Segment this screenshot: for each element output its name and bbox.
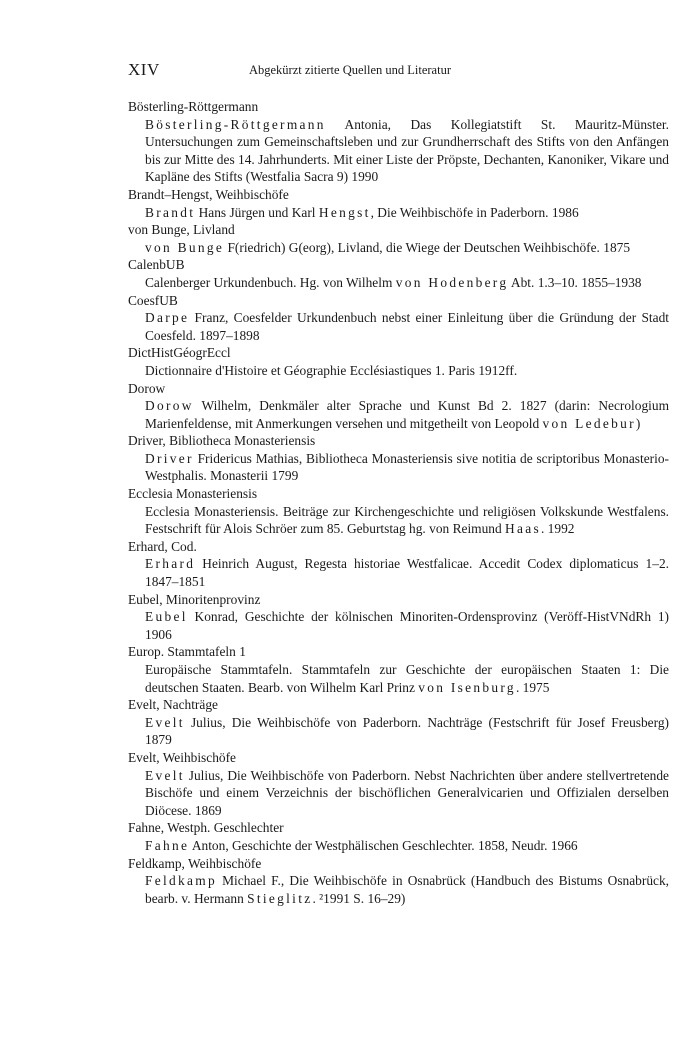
entry-short-title: Evelt, Nachträge bbox=[128, 697, 218, 713]
citation-text: Julius, Die Weihbischöfe von Paderborn. Nachträge (Festschrift für Josef Freusberg) 1879 bbox=[145, 714, 669, 748]
entry-short-title: Dorow bbox=[128, 380, 166, 396]
citation-text: ) bbox=[635, 415, 641, 431]
citation-text: Ecclesia Monasteriensis. Beiträge zur Kirchengeschichte und religiösen Volkskunde Westfalens. Festschrift für Alois Schröer zum 85. Geburtstag hg. von Reimund bbox=[145, 503, 669, 537]
entry-full-citation bbox=[128, 397, 669, 432]
citation-text: Abt. 1.3–10. 1855–1938 bbox=[508, 274, 642, 290]
bibliography-entry bbox=[128, 485, 669, 538]
bibliography-entry bbox=[128, 749, 669, 819]
author-name-spaced: von Bunge bbox=[145, 239, 225, 255]
citation-text: Hans Jürgen und Karl bbox=[195, 204, 319, 220]
author-name-spaced: Haas bbox=[505, 521, 541, 537]
bibliography-entry bbox=[128, 221, 669, 256]
entry-full-citation bbox=[128, 204, 669, 222]
citation-text: Wilhelm, Denkmäler alter Sprache und Kunst Bd 2. 1827 (darin: Necrologium Marienfeldense, mit Anmerkungen versehen und mitgetheilt von Leopold bbox=[145, 398, 669, 431]
entry-full-citation bbox=[128, 450, 669, 485]
citation-text: , Die Weihbischöfe in Paderborn. 1986 bbox=[370, 204, 579, 220]
bibliography-entry bbox=[128, 591, 669, 644]
entry-short-title: Erhard, Cod. bbox=[128, 538, 197, 554]
bibliography-entry bbox=[128, 380, 669, 433]
citation-text: Calenberger Urkundenbuch. Hg. von Wilhelm bbox=[145, 274, 396, 290]
entry-full-citation bbox=[128, 872, 669, 907]
citation-text: . ²1991 S. 16–29) bbox=[312, 890, 406, 906]
entry-short-title: CalenbUB bbox=[128, 257, 185, 273]
author-name-spaced: Eubel bbox=[145, 609, 188, 625]
bibliography-list bbox=[128, 98, 669, 907]
entry-short-title: Driver, Bibliotheca Monasteriensis bbox=[128, 433, 316, 449]
bibliography-entry bbox=[128, 855, 669, 908]
entry-short-title: Brandt–Hengst, Weihbischöfe bbox=[128, 186, 289, 202]
citation-text: Fridericus Mathias, Bibliotheca Monasteriensis sive notitia de scriptoribus Monasterio-Westphalis. Monasterii 1799 bbox=[145, 450, 669, 484]
citation-text: F(riedrich) G(eorg), Livland, die Wiege der Deutschen Weihbischöfe. 1875 bbox=[224, 239, 631, 255]
bibliography-entry bbox=[128, 643, 669, 696]
author-name-spaced: Stieglitz bbox=[247, 890, 313, 906]
author-name-spaced: Evelt bbox=[145, 714, 185, 730]
citation-text: . 1975 bbox=[515, 679, 550, 695]
author-name-spaced: Hengst bbox=[318, 204, 371, 220]
citation-text: Antonia, Das Kollegiatstift St. Mauritz-Münster. Untersuchungen zum Gemeinschaftsleben und zur Grundherrschaft des Stifts von den Anfängen bis zur Mitte des 14. Jahrhunderts. Mit einer Liste der Pröpste, Dechanten, Kanoniker, Vikare und Kapläne des Stifts (Westfalia Sacra 9) 1990 bbox=[145, 116, 669, 185]
entry-full-citation bbox=[128, 239, 669, 257]
bibliography-entry bbox=[128, 292, 669, 345]
entry-full-citation bbox=[128, 608, 669, 643]
citation-text: Dictionnaire d'Histoire et Géographie Ecclésiastiques 1. Paris 1912ff. bbox=[145, 362, 518, 378]
author-name-spaced: Fahne bbox=[145, 837, 190, 853]
entry-full-citation bbox=[128, 714, 669, 749]
running-title: Abgekürzt zitierte Quellen und Literatur bbox=[248, 63, 451, 77]
bibliography-entry bbox=[128, 819, 669, 854]
author-name-spaced: Brandt bbox=[145, 204, 196, 220]
entry-short-title: DictHistGéogrEccl bbox=[128, 345, 231, 361]
entry-full-citation bbox=[128, 309, 669, 344]
author-name-spaced: von Ledebur bbox=[542, 415, 636, 431]
entry-full-citation bbox=[128, 661, 669, 696]
bibliography-entry bbox=[128, 98, 669, 186]
entry-short-title: Evelt, Weihbischöfe bbox=[128, 749, 237, 765]
citation-text: Heinrich August, Regesta historiae Westfalicae. Accedit Codex diplomaticus 1–2. 1847–1851 bbox=[145, 556, 669, 590]
bibliography-entry bbox=[128, 696, 669, 749]
author-name-spaced: Darpe bbox=[145, 310, 190, 326]
author-name-spaced: Erhard bbox=[145, 556, 196, 572]
entry-full-citation bbox=[128, 503, 669, 538]
author-name-spaced: Driver bbox=[145, 450, 194, 466]
author-name-spaced: Feldkamp bbox=[145, 873, 217, 889]
bibliography-entry bbox=[128, 256, 669, 291]
author-name-spaced: von Hodenberg bbox=[395, 274, 509, 290]
citation-text: Anton, Geschichte der Westphälischen Geschlechter. 1858, Neudr. 1966 bbox=[189, 837, 578, 853]
bibliography-entry bbox=[128, 538, 669, 591]
entry-full-citation bbox=[128, 837, 669, 855]
author-name-spaced: Dorow bbox=[145, 398, 194, 414]
page-number: XIV bbox=[128, 60, 160, 79]
bibliography-entry bbox=[128, 186, 669, 221]
entry-short-title: Europ. Stammtafeln 1 bbox=[128, 644, 246, 660]
entry-short-title: CoesfUB bbox=[128, 292, 178, 308]
entry-full-citation bbox=[128, 555, 669, 590]
entry-full-citation bbox=[128, 767, 669, 820]
citation-text: Franz, Coesfelder Urkundenbuch nebst einer Einleitung über die Gründung der Stadt Coesfeld. 1897–1898 bbox=[145, 310, 669, 343]
entry-full-citation bbox=[128, 116, 669, 186]
bibliography-entry bbox=[128, 432, 669, 485]
entry-short-title: Eubel, Minoritenprovinz bbox=[128, 591, 261, 607]
entry-short-title: Bösterling-Röttgermann bbox=[128, 99, 259, 114]
entry-short-title: Ecclesia Monasteriensis bbox=[128, 486, 258, 502]
author-name-spaced: Bösterling-Röttgermann bbox=[145, 116, 326, 132]
entry-short-title: Fahne, Westph. Geschlechter bbox=[128, 820, 284, 836]
page-header bbox=[128, 60, 572, 82]
author-name-spaced: von Isenburg bbox=[418, 679, 516, 695]
entry-short-title: von Bunge, Livland bbox=[128, 222, 235, 238]
entry-full-citation bbox=[128, 362, 669, 380]
citation-text: Michael F., Die Weihbischöfe in Osnabrück (Handbuch des Bistums Osnabrück, bearb. v. Hermann bbox=[145, 873, 669, 906]
entry-full-citation bbox=[128, 274, 669, 292]
citation-text: . 1992 bbox=[540, 521, 575, 537]
citation-text: Julius, Die Weihbischöfe von Paderborn. Nebst Nachrichten über andere stellvertretende Bischöfe und einem Verzeichnis der bischöflichen Generalvicarien und Offizialen derselben Diöcese. 1869 bbox=[145, 767, 669, 818]
author-name-spaced: Evelt bbox=[145, 767, 185, 783]
bibliography-entry bbox=[128, 344, 669, 379]
citation-text: Konrad, Geschichte der kölnischen Minoriten-Ordensprovinz (Veröff-HistVNdRh 1) 1906 bbox=[145, 609, 669, 642]
citation-text: Europäische Stammtafeln. Stammtafeln zur Geschichte der europäischen Staaten 1: Die deutschen Staaten. Bearb. von Wilhelm Karl Prinz bbox=[145, 662, 669, 695]
entry-short-title: Feldkamp, Weihbischöfe bbox=[128, 855, 262, 871]
